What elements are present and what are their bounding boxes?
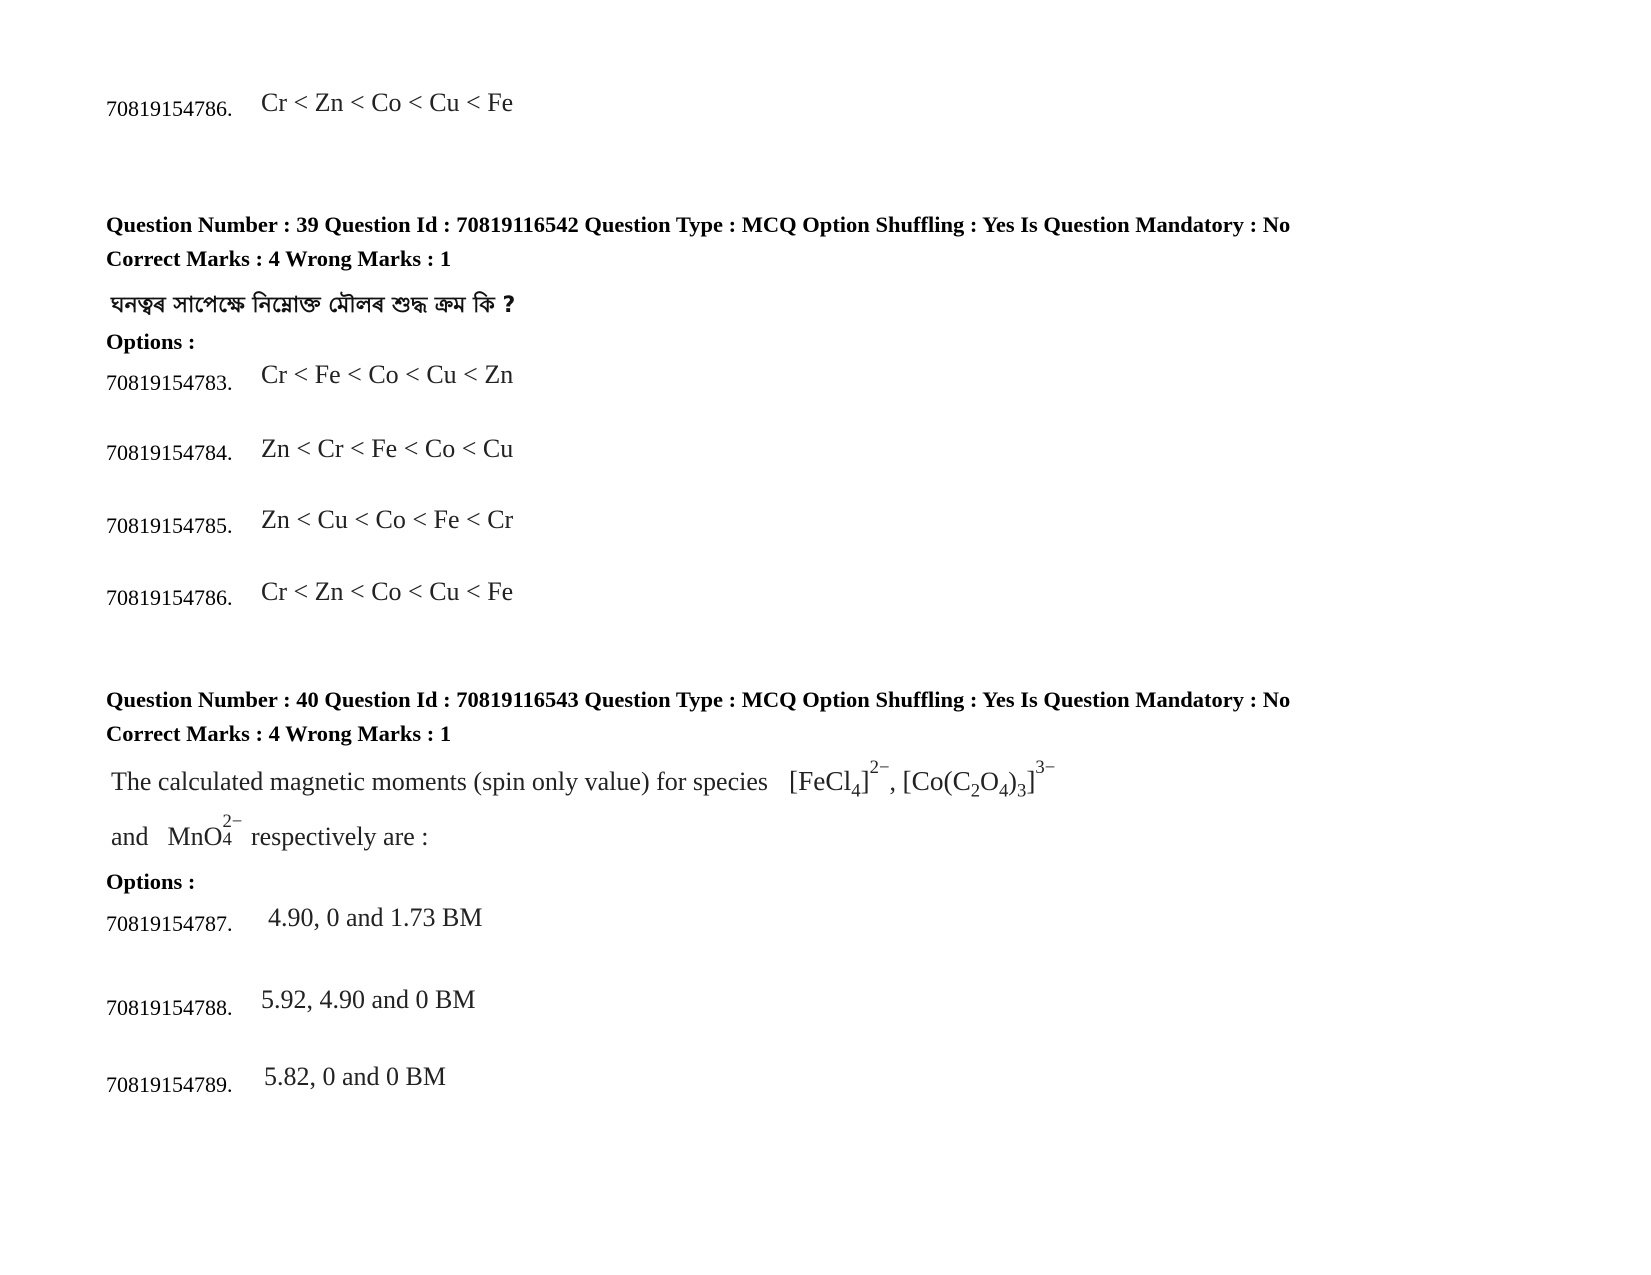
option-text: 4.90, 0 and 1.73 BM <box>268 903 483 932</box>
question-39-marks: Correct Marks : 4 Wrong Marks : 1 <box>106 246 452 271</box>
option-row <box>106 577 514 611</box>
option-text: Cr < Fe < Co < Cu < Zn <box>261 360 514 389</box>
option-id: 70819154783. <box>106 370 233 395</box>
option-row <box>106 505 514 539</box>
option-row <box>106 434 514 466</box>
option-text: 5.82, 0 and 0 BM <box>264 1062 446 1091</box>
option-id: 70819154786. <box>106 96 233 121</box>
option-text: Zn < Cr < Fe < Co < Cu <box>261 434 514 463</box>
option-id: 70819154786. <box>106 585 233 610</box>
question-39-text: ঘনত্বৰ সাপেক্ষে নিম্নোক্ত মৌলৰ শুদ্ধ ক্ৰম কি ? <box>111 293 516 318</box>
option-text: Cr < Zn < Co < Cu < Fe <box>261 577 514 606</box>
question-40-marks: Correct Marks : 4 Wrong Marks : 1 <box>106 721 452 746</box>
option-row <box>106 1062 446 1098</box>
question-40-prefix: The calculated magnetic moments (spin only value) for species <box>111 767 768 796</box>
option-id: 70819154788. <box>106 995 233 1020</box>
separator: , <box>889 767 897 796</box>
option-row <box>106 985 476 1021</box>
question-40-text-line2 <box>111 811 429 852</box>
option-id: 70819154785. <box>106 513 233 538</box>
option-id: 70819154787. <box>106 911 233 936</box>
species-co-c2o4: $[Co(C_2O_4)_3]^{3-}$ <box>902 757 1056 802</box>
question-40-meta: Question Number : 40 Question Id : 70819116543 Question Type : MCQ Option Shuffling : Yes Is Question Mandatory : No <box>106 687 1291 712</box>
question-40-suffix: respectively are : <box>250 822 429 851</box>
question-40-text-line1 <box>111 757 1056 802</box>
option-text: Zn < Cu < Co < Fe < Cr <box>261 505 514 534</box>
question-39-options-label: Options : <box>106 329 196 354</box>
species-mno4: MnO 2− 4 <box>167 811 243 851</box>
question-40-options-label: Options : <box>106 869 196 894</box>
option-text: 5.92, 4.90 and 0 BM <box>261 985 476 1014</box>
species-fecl4: [FeCl$_4$]$^{2-}$ <box>789 757 890 802</box>
option-text: Cr < Zn < Co < Cu < Fe <box>261 88 514 117</box>
option-row <box>106 360 514 396</box>
question-40-and: and <box>111 822 149 851</box>
option-row <box>106 903 483 937</box>
option-id: 70819154784. <box>106 440 233 465</box>
question-39-meta: Question Number : 39 Question Id : 70819116542 Question Type : MCQ Option Shuffling : Yes Is Question Mandatory : No <box>106 212 1291 237</box>
option-id: 70819154789. <box>106 1072 233 1097</box>
option-row <box>106 88 514 122</box>
